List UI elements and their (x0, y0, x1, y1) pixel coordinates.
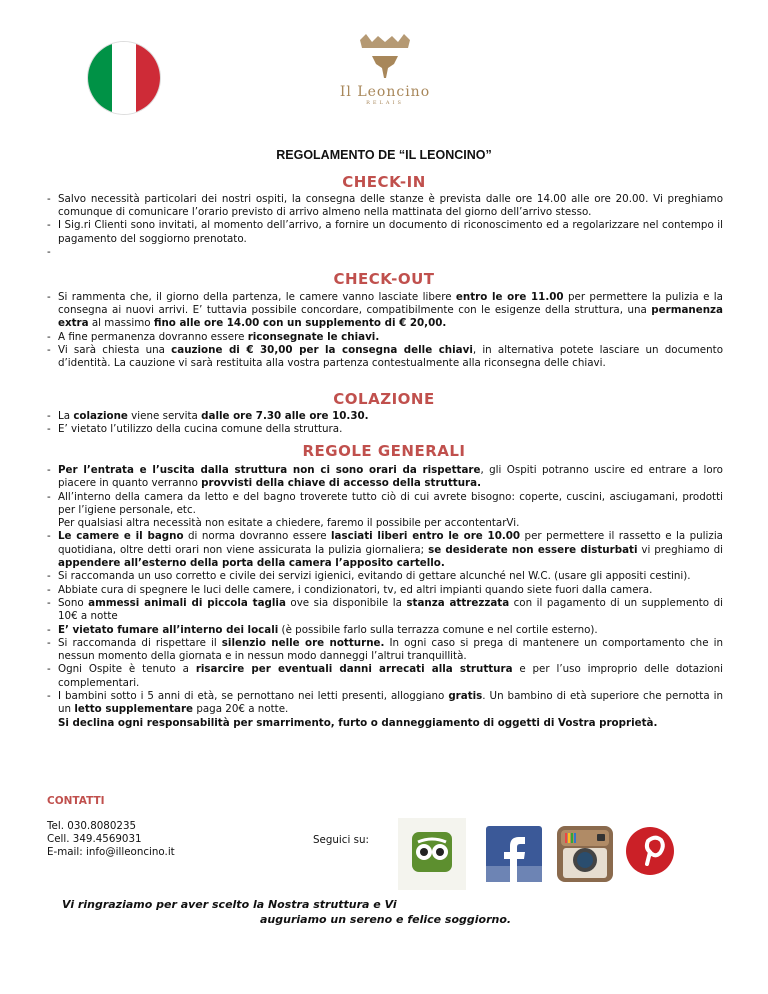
page-title: REGOLAMENTO DE “IL LEONCINO” (276, 148, 492, 162)
disclaimer: Si declina ogni responsabilità per smarrimento, furto o danneggiamento di oggetti di Vostra proprietà. (58, 716, 658, 729)
colazione-heading: COLAZIONE (333, 390, 435, 408)
italian-flag-icon[interactable] (88, 42, 160, 114)
list-item: - I bambini sotto i 5 anni di età, se pernottano nei letti presenti, alloggiano gratis. Un bambino di età superiore che pernotta in un letto supplementare paga 20€ a notte. (47, 690, 723, 717)
facebook-icon[interactable] (486, 826, 542, 882)
regole-section (47, 464, 723, 730)
contatti-heading: CONTATTI (47, 795, 105, 807)
list-item: - Le camere e il bagno di norma dovranno essere lasciati liberi entro le ore 10.00 per permettere il rassetto e la pulizia quotidiana, oltre detti orari non viene assicurata la pulizia giornaliera; se desiderate non essere disturbati vi preghiamo di appendere all’esterno della porta della camera l’apposito cartello. (47, 530, 723, 570)
list-item: - Vi sarà chiesta una cauzione di € 30,00 per la consegna delle chiavi, in alternativa potete lasciare un documento d’identità. La cauzione vi sarà restituita alla vostra partenza contestualmente alla riconsegna delle chiavi. (47, 344, 723, 370)
contact-info (47, 820, 175, 859)
list-item: - E’ vietato l’utilizzo della cucina comune della struttura. (47, 423, 723, 436)
list-item: - Sono ammessi animali di piccola taglia ove sia disponibile la stanza attrezzata con il pagamento di un supplemento di 10€ a notte (47, 597, 723, 624)
list-item: - I Sig.ri Clienti sono invitati, al momento dell’arrivo, a fornire un documento di riconoscimento ed a regolarizzare nel contempo il pagamento del soggiorno prenotato. (47, 219, 723, 245)
logo-name: Il Leoncino (339, 84, 431, 100)
list-item: - All’interno della camera da letto e del bagno troverete tutto ciò di cui avrete bisogno: coperte, cuscini, asciugamani, prodotti per l’igiene personale, etc. Per qualsiasi altra necessità non esitate a chiedere, faremo il possibile per accontentarVi. (47, 491, 723, 531)
list-item: - Per l’entrata e l’uscita dalla struttura non ci sono orari da rispettare, gli Ospiti potranno uscire ed entrare a loro piacere in quanto verranno provvisti della chiave di accesso della struttura. (47, 464, 723, 491)
instagram-icon[interactable] (557, 826, 613, 882)
mobile[interactable]: Cell. 349.4569031 (47, 833, 142, 845)
regole-heading: REGOLE GENERALI (302, 442, 466, 460)
pinterest-icon[interactable] (625, 826, 675, 876)
logo-subtitle: RELAIS (366, 100, 404, 106)
list-item: - Salvo necessità particolari dei nostri ospiti, la consegna delle stanze è prevista dalle ore 14.00 alle ore 20.00. Vi preghiamo comunque di comunicare l’orario previsto di arrivo almeno nella mattinata del giorno dell’arrivo stesso. (47, 193, 723, 219)
logo (315, 32, 455, 106)
phone[interactable]: Tel. 030.8080235 (47, 820, 137, 832)
list-item (47, 246, 723, 259)
list-item: - Si raccomanda un uso corretto e civile dei servizi igienici, evitando di gettare alcunché nel W.C. (usare gli appositi cestini). (47, 570, 723, 583)
list-item: - Si raccomanda di rispettare il silenzio nelle ore notturne. In ogni caso si prega di mantenere un comportamento che in nessun momento della giornata e in nessun modo danneggi l’altrui tranquillità. (47, 637, 723, 664)
checkin-heading: CHECK-IN (342, 173, 426, 191)
checkin-section (47, 193, 723, 259)
list-item: - La colazione viene servita dalle ore 7.30 alle ore 10.30. (47, 410, 723, 423)
list-item: - Si rammenta che, il giorno della partenza, le camere vanno lasciate libere entro le ore 11.00 per permettere la pulizia e la consegna ai nuovi arrivi. E’ tuttavia possibile concordare, compatibilmente con le esigenze della struttura, una permanenza extra al massimo fino alle ore 14.00 con un supplemento di € 20,00. (47, 291, 723, 331)
checkout-heading: CHECK-OUT (333, 270, 435, 288)
list-item: - Ogni Ospite è tenuto a risarcire per eventuali danni arrecati alla struttura e per l’uso improprio delle dotazioni complementari. (47, 663, 723, 690)
colazione-section (47, 410, 723, 436)
tripadvisor-icon[interactable] (398, 818, 466, 890)
list-item: - A fine permanenza dovranno essere riconsegnate le chiavi. (47, 331, 723, 344)
lion-logo-icon (350, 32, 420, 82)
checkout-section (47, 291, 723, 370)
closing-message: Vi ringraziamo per aver scelto la Nostra struttura e Vi auguriamo un sereno e felice soggiorno. (62, 898, 512, 926)
list-item: - Abbiate cura di spegnere le luci delle camere, i condizionatori, tv, ed altri impianti quando siete fuori dalla camera. (47, 584, 723, 597)
list-item: - E’ vietato fumare all’interno dei locali (è possibile farlo sulla terrazza comune e nel cortile esterno). (47, 624, 723, 637)
follow-label: Seguici su: (313, 834, 369, 846)
email[interactable]: E-mail: info@illeoncino.it (47, 846, 175, 858)
